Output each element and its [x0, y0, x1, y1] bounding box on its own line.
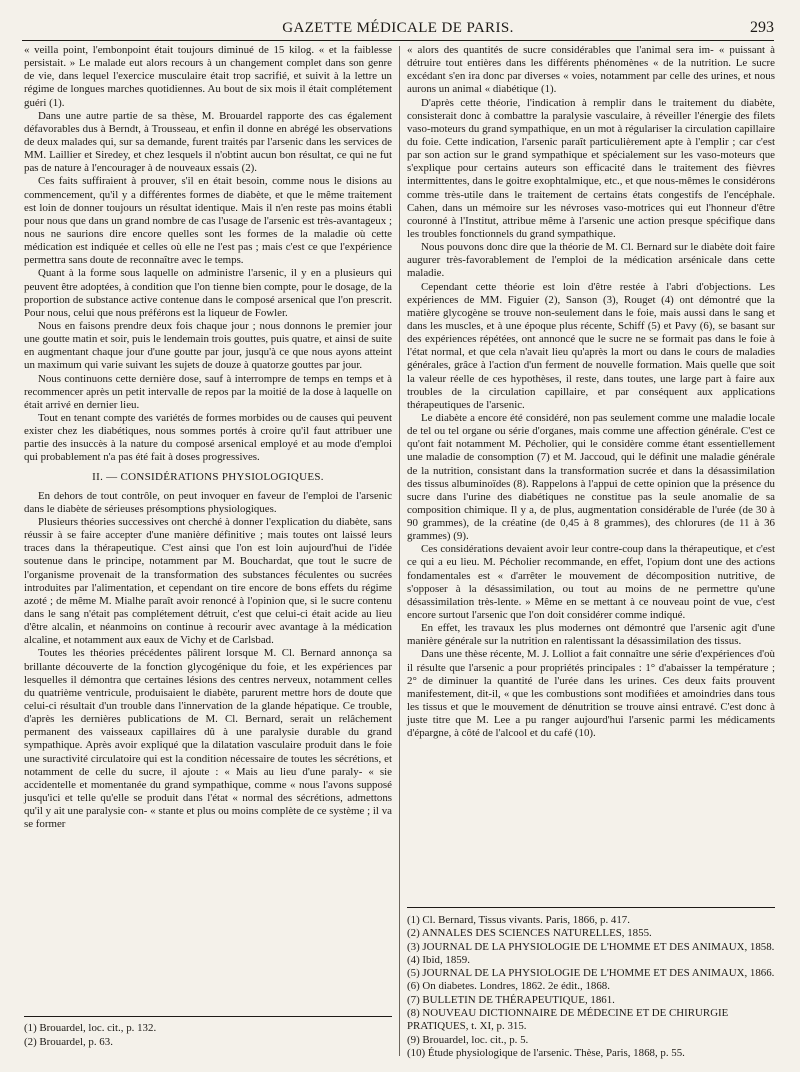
paragraph: Ces considérations devaient avoir leur contre-coup dans la thérapeutique, et c'est ce qui a eu lieu. M. Pécholier recommande, en effet, l'opium dont une des actions fondamentales est « d'arrêter le mouvement de décomposition nutritive, de s'opposer à la désassimilation, ou tout au moins de ne permettre qu'une désassimilation très-lente. » Même en se mettant à ce nouveau point de vue, c'est encore surtout l'arsenic que l'on doit considérer comme indiqué.: [407, 543, 775, 622]
paragraph: Nous pouvons donc dire que la théorie de M. Cl. Bernard sur le diabète doit faire augurer très-favorablement de l'emploi de la médication arsénicale dans cette maladie.: [407, 241, 775, 280]
paragraph: Cependant cette théorie est loin d'être restée à l'abri d'objections. Les expériences de MM. Figuier (2), Sanson (3), Rouget (4) ont démontré que la matière glycogène se trouve non-seulement dans le foie, mais aussi dans le sang et dans les muscles, et à une époque plus récente, Schiff (5) et Pavy (6), se basant sur des expériences répétées, ont annoncé que le sucre ne se formait pas dans le foie à l'état normal, et que cela n'avait lieu qu'après la mort ou dans le cours de maladies générales, grâce à l'action d'un ferment de nouvelle formation. Mais quelle que soit la valeur réelle de ces hypothèses, il reste, dans toutes, une large part à faire aux troubles de la circulation capillaire, et par conséquent aux applications thérapeutiques de l'arsenic.: [407, 280, 775, 411]
footnote: (9) Brouardel, loc. cit., p. 5.: [407, 1033, 529, 1046]
footnote-rule: [24, 1016, 392, 1017]
paragraph: « veilla point, l'embonpoint était toujours diminué de 15 kilog. « et la faiblesse persistait. » Le malade eut alors recours à un changement complet dans son genre de vie, dans lequel l'exercice musculaire était trop sacrifié, et suivit à la lettre un régime de longues marches quotidiennes. Au bout de six mois il était complétement guéri (1).: [24, 44, 392, 109]
paragraph: Ces faits suffiraient à prouver, s'il en était besoin, comme nous le disions au commencement, qu'il y a différentes formes de diabète, et que le même traitement est loin de donner toujours un résultat identique. Mais il n'en reste pas moins établi pour nous que dans un grand nombre de cas l'usage de l'arsenic est très-avantageux ; nous ne saurions dire encore quelles sont les formes de la maladie où cette médication est indiquée et celles où elle ne l'est pas ; mais c'est ce que l'expérience permettra sans doute de reconnaître avec le temps.: [24, 175, 392, 267]
paragraph: « alors des quantités de sucre considérables que l'animal sera im- « puissant à détruire tout entières dans les différents phénomènes « de la nutrition. Le sucre excédant s'en ira donc par diverses « voies, notamment par celle des urines, et nous aurons un animal « diabétique (1).: [407, 44, 775, 96]
footnote: (3) JOURNAL DE LA PHYSIOLOGIE DE L'HOMME ET DES ANIMAUX, 1858.: [407, 940, 775, 953]
left-column: [24, 44, 392, 831]
paragraph: Tout en tenant compte des variétés de formes morbides ou de causes qui peuvent exister chez les diabétiques, nous sommes portés à croire qu'il faut attribuer une partie des insuccès à la nature du composé arsenical employé et au mode d'emploi qui probablement n'a pas été fait à doses progressives.: [24, 411, 392, 464]
footnote: (7) BULLETIN DE THÉRAPEUTIQUE, 1861.: [407, 993, 615, 1006]
page-number: 293: [750, 19, 774, 36]
paragraph: Toutes les théories précédentes pâlirent lorsque M. Cl. Bernard annonça sa brillante découverte de la fonction glycogénique du foie, et les expériences par lesquelles il démontra que certaines lésions des centres nerveux, notamment celles du quatrième ventricule, produisaient le diabète, parurent mettre hors de doute que celui-ci résultait d'un trouble dans l'innervation de la glande hépatique. Ce trouble, d'après les dernières publications de M. Cl. Bernard, serait un relâchement permanent des vaisseaux capillaires dû à une paralysie durable du grand sympathique. Après avoir expliqué que la dilatation vasculaire produit dans le foie une suractivité circulatoire qui est la condition nécessaire de toutes les sécrétions, et notamment de celle du sucre, il ajoute : « Mais au lieu d'une paraly- « sie accidentelle et momentanée du grand sympathique, comme « nous l'avons supposé jusqu'ici et telle qu'elle se produit dans l'état « normal des sécrétions, admettons qu'il y ait une paralysie con- « stante et plus ou moins complète de ce système ; il va se former: [24, 647, 392, 831]
footnote: (1) Cl. Bernard, Tissus vivants. Paris, 1866, p. 417.: [407, 914, 630, 926]
paragraph: Quant à la forme sous laquelle on administre l'arsenic, il y en a plusieurs qui peuvent être adoptées, à condition que l'on tienne bien compte, pour le dosage, de la proportion de substance active contenue dans le composé arsenical que l'on prescrit. Pour nous, celui que nous préférons est la liqueur de Fowler.: [24, 267, 392, 319]
footnote: (2) ANNALES DES SCIENCES NATURELLES, 1855.: [407, 927, 652, 940]
footnote: (8) NOUVEAU DICTIONNAIRE DE MÉDECINE ET DE CHIRURGIE PRATIQUES, t. XI, p. 315.: [407, 1007, 729, 1033]
page-header: [22, 16, 774, 40]
footnote: (1) Brouardel, loc. cit., p. 132.: [24, 1022, 157, 1034]
right-footnotes: [407, 907, 775, 1060]
left-footnotes: [24, 1016, 392, 1049]
paragraph: Nous en faisons prendre deux fois chaque jour ; nous donnons le premier jour une goutte matin et soir, puis le lendemain trois gouttes, puis quatre, et ainsi de suite en augmentant chaque jour d'une goutte par jour, jusqu'à ce que nous ayons atteint un maximum qui varie suivant les sujets de douze à quatorze gouttes par jour.: [24, 319, 392, 372]
paragraph: En effet, les travaux les plus modernes ont démontré que l'arsenic agit d'une manière générale sur la nutrition en ralentissant la désassimilation des tissus.: [407, 622, 775, 648]
footnote: (10) Étude physiologique de l'arsenic. Thèse, Paris, 1868, p. 55.: [407, 1046, 685, 1059]
footnote: (2) Brouardel, p. 63.: [24, 1035, 113, 1048]
paragraph: Dans une thèse récente, M. J. Lolliot a fait connaître une série d'expériences d'où il résulte que l'arsenic a pour propriétés principales : 1° d'abaisser la température ; 2° de diminuer la quantité de l'urée dans les urines. Ces deux faits prouvent manifestement, dit-il, « que les combustions sont modifiées et amoindries dans tous les tissus et que le mouvement de dénutrition se trouve ainsi entravé. C'est donc à juste titre que M. Lee a pu ranger aujourd'hui l'arsenic parmi les médicaments d'épargne, à côté de l'alcool et du café (10).: [407, 648, 775, 740]
column-divider: [399, 46, 400, 1056]
paragraph: Nous continuons cette dernière dose, sauf à interrompre de temps en temps et à recommencer après un petit intervalle de repos par la moitié de la dose à laquelle on était arrivé en dernier lieu.: [24, 372, 392, 411]
section-heading: II. — CONSIDÉRATIONS PHYSIOLOGIQUES.: [92, 470, 324, 483]
footnote-rule: [407, 907, 775, 908]
footnote: (6) On diabetes. Londres, 1862. 2e édit., 1868.: [407, 980, 610, 993]
header-rule: [22, 40, 774, 41]
paragraph: Plusieurs théories successives ont cherché à donner l'explication du diabète, sans réussir à se faire accepter d'une manière définitive ; mais toutes ont laissé leurs traces dans la thérapeutique. C'est ainsi que l'on est loin aujourd'hui de l'idée soutenue dans le principe, notamment par M. Bouchardat, que tout le sucre de l'organisme provenait de la transformation des substances féculentes ou sucrées introduites par l'alimentation, et cependant on tire encore de bons effets du régime azoté ; de même M. Mialhe paraît avoir renoncé à l'opinion que, si le sucre contenu dans le sang n'était pas complétement détruit, c'est que celui-ci était acide au lieu d'être alcalin, et néanmoins on continue à recourir avec avantage à la médication alcaline, et notamment aux eaux de Vichy et de Carlsbad.: [24, 516, 392, 647]
paragraph: En dehors de tout contrôle, on peut invoquer en faveur de l'emploi de l'arsenic dans le diabète de sérieuses présomptions physiologiques.: [24, 489, 392, 515]
footnote: (5) JOURNAL DE LA PHYSIOLOGIE DE L'HOMME ET DES ANIMAUX, 1866.: [407, 967, 775, 980]
paragraph: D'après cette théorie, l'indication à remplir dans le traitement du diabète, consisterait donc à combattre la paralysie vasculaire, à réveiller l'énergie des filets vaso-moteurs du grand sympathique, en un mot à régulariser la circulation capillaire du foie. Cette indication, l'arsenic paraît particulièrement apte à l'emplir ; car c'est par son action sur le grand sympathique et spécialement sur les vaso-moteurs que s'explique pour certains auteurs son efficacité dans le traitement des fièvres intermittentes, dans le goitre exophtalmique, etc., et que nous-mêmes le considérons comme très-utile dans le traitement de certains états congestifs de l'encéphale. Cahen, dans un mémoire sur les névroses vaso-motrices qui eut l'honneur d'être couronné à l'Institut, attribue même à l'arsenic une action presque spécifique dans les troubles fonctionnels du grand sympathique.: [407, 96, 775, 240]
paragraph: Le diabète a encore été considéré, non pas seulement comme une maladie locale de tel ou tel organe ou série d'organes, mais comme une affection générale. C'est ce qu'ont fait notamment M. Pécholier, qui le considère comme étant essentiellement une maladie de consomption (7) et M. Jaccoud, qui le définit une maladie générale de la nutrition, consistant dans la transformation sucrée et dans la désassimilation des tissus albuminoïdes (8). Rappelons à l'appui de cette opinion que la présence du sucre dans l'urine des diabétiques ne constitue pas la seule anomalie de sa composition chimique. Il y a, de plus, augmentation considérable de l'urée (de 30 à 90 grammes), de la créatine (de 0,45 à 8 grammes), des chlorures (de 11 à 36 grammes) (9).: [407, 411, 775, 543]
right-column: [407, 44, 775, 740]
footnote: (4) Ibid, 1859.: [407, 953, 470, 966]
paragraph: Dans une autre partie de sa thèse, M. Brouardel rapporte des cas également défavorables dus à Berndt, à Trousseau, et enfin il donne en abrégé les observations de deux malades qui, sur sa demande, furent traités par l'arsenic dans les services de MM. Laillier et Siredey, et chez lesquels il n'obtint aucun bon résultat, ce qui ne fut pas de nature à l'encourager à de nouveaux essais (2).: [24, 109, 392, 175]
journal-title: GAZETTE MÉDICALE DE PARIS.: [282, 20, 514, 36]
